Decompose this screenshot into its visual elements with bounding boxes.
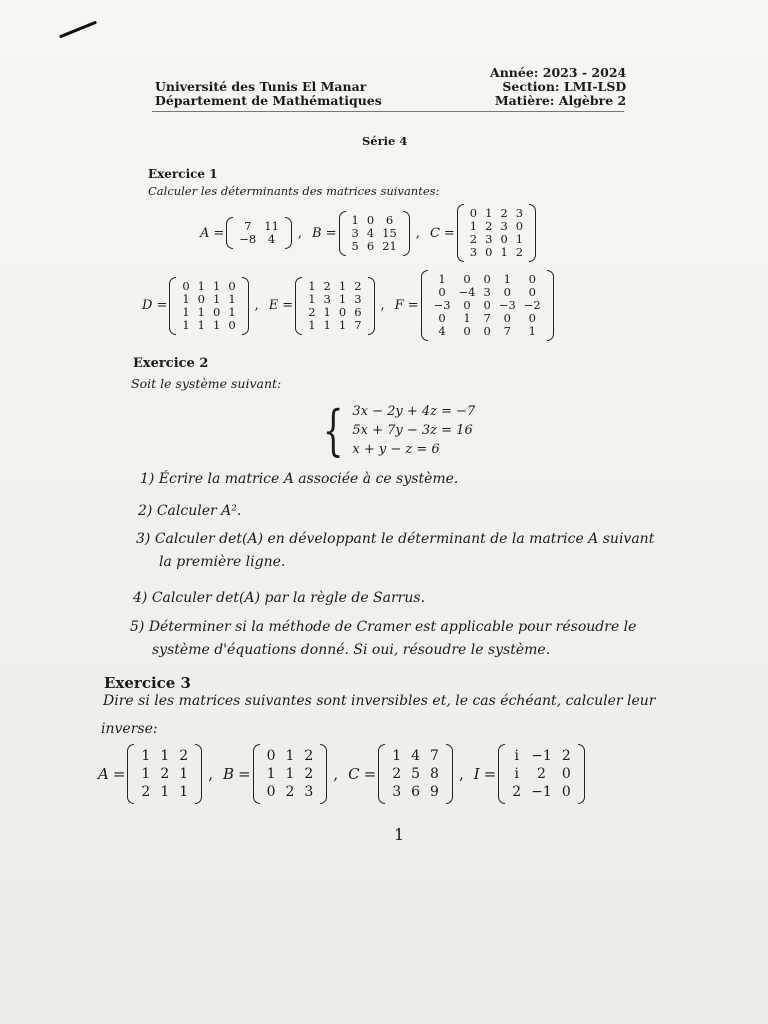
matrix-A bbox=[200, 217, 292, 249]
matrix-entry: 0 bbox=[528, 285, 536, 299]
matrix-entry: 1 bbox=[338, 291, 347, 306]
matrix-entry: 3 bbox=[304, 784, 314, 800]
comma: , bbox=[297, 225, 303, 241]
matrix-entry: 1 bbox=[308, 278, 316, 293]
matrix-E bbox=[269, 277, 375, 335]
matrix-label: F bbox=[394, 298, 404, 313]
matrix-entry: 2 bbox=[512, 784, 522, 800]
matrix-label: E bbox=[268, 298, 279, 313]
matrix-entry: 0 bbox=[228, 317, 236, 332]
header-rule bbox=[152, 111, 624, 112]
matrix-D bbox=[142, 277, 249, 335]
matrix-entry: 2 bbox=[469, 232, 478, 246]
question-4: 4) Calculer det(A) par la règle de Sarrus. bbox=[133, 590, 426, 606]
matrix-entry: 2 bbox=[392, 766, 402, 782]
matrix-entry: 2 bbox=[308, 304, 316, 319]
matrix-entry: 1 bbox=[182, 304, 190, 319]
matrix-C bbox=[430, 204, 536, 262]
matrix-entries bbox=[430, 273, 545, 338]
matrix-entry: 1 bbox=[228, 291, 236, 306]
matrix-entry: 0 bbox=[483, 324, 491, 338]
matrix-label: C bbox=[429, 225, 440, 241]
matrix-entry: −4 bbox=[458, 285, 476, 299]
matrix-entry: 0 bbox=[228, 278, 236, 293]
matrix-entry: 1 bbox=[338, 278, 347, 293]
matrix-entry: 4 bbox=[366, 225, 375, 240]
comma: , bbox=[254, 298, 259, 313]
matrix-entry: 5 bbox=[351, 238, 359, 253]
right-paren bbox=[368, 277, 375, 335]
matrix-entry: 2 bbox=[561, 748, 571, 764]
matrix-entry: 1 bbox=[160, 784, 170, 800]
matrix-entry: 2 bbox=[160, 766, 170, 782]
left-paren bbox=[295, 277, 302, 335]
left-paren bbox=[253, 744, 260, 804]
matrix-entries bbox=[348, 214, 401, 253]
matrix-label: B bbox=[312, 225, 322, 241]
matrix-entry: 4 bbox=[438, 324, 446, 338]
matrix-entry: 6 bbox=[385, 212, 394, 227]
matrix-entry: 2 bbox=[515, 245, 524, 259]
matrix-entry: 11 bbox=[264, 219, 279, 233]
comma: , bbox=[333, 765, 339, 783]
matrix-entry: 1 bbox=[469, 219, 478, 233]
equals-sign: = bbox=[213, 225, 225, 241]
equals-sign: = bbox=[325, 225, 337, 241]
matrix-entry: 0 bbox=[463, 324, 471, 338]
equation-1: 3x − 2y + 4z = −7 bbox=[352, 404, 476, 419]
matrix-label: B bbox=[222, 765, 234, 783]
matrix-entry: 0 bbox=[366, 212, 375, 227]
matrix-entry: 1 bbox=[285, 766, 295, 782]
matrix-entry: 1 bbox=[197, 278, 205, 293]
matrix-entry: 1 bbox=[213, 317, 221, 332]
matrix-entry: 1 bbox=[503, 272, 511, 286]
matrix-entry: −8 bbox=[239, 232, 257, 246]
university-name: Université des Tunis El Manar bbox=[155, 79, 367, 94]
matrix-entry: 1 bbox=[500, 245, 508, 259]
equals-sign: = bbox=[156, 298, 168, 313]
matrix-entry: 2 bbox=[179, 748, 189, 764]
matrix-entry: 1 bbox=[197, 317, 205, 332]
subject: Matière: Algèbre 2 bbox=[494, 93, 627, 108]
matrix-entry: 1 bbox=[463, 311, 471, 325]
matrix-entry: 3 bbox=[392, 784, 402, 800]
matrix-entries bbox=[304, 280, 365, 332]
header-left bbox=[155, 80, 382, 108]
matrix-entries bbox=[466, 207, 527, 259]
matrix-entry: 3 bbox=[483, 285, 491, 299]
matrix-entry: 7 bbox=[430, 748, 439, 764]
ex3-instruction: Dire si les matrices suivantes sont inversibles et, le cas échéant, calculer leur bbox=[103, 693, 656, 709]
matrix-entry: −3 bbox=[498, 298, 516, 312]
matrix-entry: 1 bbox=[285, 748, 295, 764]
matrix-entry: 0 bbox=[182, 278, 190, 293]
matrix-entries bbox=[235, 220, 283, 246]
matrix-C bbox=[348, 744, 453, 804]
matrix-entry: 6 bbox=[366, 238, 375, 253]
matrix-entry: 2 bbox=[141, 784, 151, 800]
matrix-B bbox=[223, 744, 327, 804]
matrix-entry: 1 bbox=[392, 748, 402, 764]
ex1-row2 bbox=[142, 270, 554, 341]
matrix-entry: 1 bbox=[266, 766, 276, 782]
right-paren bbox=[285, 217, 292, 249]
matrix-entry: 1 bbox=[182, 291, 190, 306]
matrix-entries bbox=[507, 747, 575, 801]
matrix-B bbox=[312, 211, 410, 256]
matrix-entry: −1 bbox=[531, 748, 552, 764]
question-3: 3) Calculer det(A) en développant le déterminant de la matrice A suivant bbox=[136, 531, 655, 547]
matrix-entry: 6 bbox=[411, 784, 421, 800]
right-paren bbox=[242, 277, 249, 335]
matrix-entry: 7 bbox=[244, 219, 252, 233]
matrix-entry: 0 bbox=[266, 748, 276, 764]
matrix-entry: 2 bbox=[285, 784, 295, 800]
matrix-entry: 0 bbox=[528, 311, 536, 325]
section: Section: LMI-LSD bbox=[502, 79, 627, 94]
matrix-entry: 6 bbox=[354, 304, 362, 319]
matrix-entry: −2 bbox=[523, 298, 541, 312]
equals-sign: = bbox=[238, 765, 251, 783]
header-right bbox=[490, 66, 626, 108]
matrix-entry: 0 bbox=[500, 232, 508, 246]
matrix-entry: 21 bbox=[382, 238, 397, 253]
matrix-entries bbox=[262, 747, 319, 801]
matrix-label: I bbox=[473, 765, 480, 783]
matrix-entry: 1 bbox=[438, 272, 446, 286]
matrix-entry: −1 bbox=[531, 784, 552, 800]
right-paren bbox=[195, 744, 202, 804]
matrix-entry: 0 bbox=[503, 285, 511, 299]
page-number: 1 bbox=[394, 825, 405, 844]
matrix-entry: 1 bbox=[141, 766, 151, 782]
matrix-entry: 1 bbox=[179, 766, 189, 782]
ex3-row bbox=[98, 744, 585, 804]
matrix-entry: 2 bbox=[323, 278, 331, 293]
matrix-entry: 2 bbox=[354, 278, 362, 293]
matrix-entry: 8 bbox=[430, 766, 439, 782]
matrix-label: C bbox=[348, 765, 360, 783]
matrix-entry: 1 bbox=[308, 291, 316, 306]
equals-sign: = bbox=[282, 298, 294, 313]
right-paren bbox=[578, 744, 585, 804]
matrix-entries bbox=[178, 280, 239, 332]
matrix-entry: 0 bbox=[485, 245, 493, 259]
left-paren bbox=[457, 204, 464, 262]
ex1-title: Exercice 1 bbox=[148, 167, 218, 181]
right-paren bbox=[403, 211, 410, 256]
matrix-entry: 1 bbox=[485, 206, 493, 220]
equation-2: 5x + 7y − 3z = 16 bbox=[352, 423, 473, 438]
academic-year: Année: 2023 - 2024 bbox=[490, 65, 627, 80]
matrix-entry: 0 bbox=[463, 298, 471, 312]
matrix-entry: 3 bbox=[500, 219, 508, 233]
matrix-entry: 1 bbox=[323, 317, 331, 332]
matrix-entry: 0 bbox=[213, 304, 221, 319]
left-paren bbox=[339, 211, 346, 256]
matrix-entry: 1 bbox=[308, 317, 316, 332]
matrix-entry: i bbox=[514, 748, 519, 764]
equation-system bbox=[316, 398, 476, 462]
right-paren bbox=[446, 744, 453, 804]
matrix-entry: 0 bbox=[438, 311, 446, 325]
matrix-entry: 15 bbox=[382, 225, 397, 240]
matrix-entry: 0 bbox=[483, 272, 491, 286]
matrix-entry: 3 bbox=[485, 232, 493, 246]
matrix-entries bbox=[136, 747, 193, 801]
matrix-entry: 2 bbox=[304, 748, 314, 764]
matrix-entry: 2 bbox=[500, 206, 508, 220]
equals-sign: = bbox=[363, 765, 377, 783]
matrix-entry: 2 bbox=[485, 219, 493, 233]
left-paren bbox=[378, 744, 385, 804]
matrix-entry: 3 bbox=[515, 206, 524, 220]
right-paren bbox=[547, 270, 554, 341]
matrix-entry: 0 bbox=[469, 206, 478, 220]
matrix-entry: 0 bbox=[503, 311, 511, 325]
matrix-label: D bbox=[142, 298, 153, 313]
series-title: Série 4 bbox=[362, 134, 408, 148]
ex2-title: Exercice 2 bbox=[133, 356, 209, 371]
matrix-entry: 1 bbox=[179, 784, 189, 800]
matrix-entry: 1 bbox=[351, 212, 359, 227]
matrix-entry: 7 bbox=[483, 311, 491, 325]
matrix-entry: 0 bbox=[266, 784, 276, 800]
matrix-A bbox=[98, 744, 202, 804]
equation-3: x + y − z = 6 bbox=[352, 442, 440, 457]
matrix-entry: 1 bbox=[182, 317, 190, 332]
matrix-entry: 0 bbox=[561, 766, 571, 782]
matrix-entry: 0 bbox=[561, 784, 571, 800]
left-brace: { bbox=[322, 398, 344, 462]
matrix-entry: 0 bbox=[197, 291, 205, 306]
matrix-label: A bbox=[98, 765, 109, 783]
equals-sign: = bbox=[407, 298, 419, 313]
matrix-entry: 1 bbox=[338, 317, 347, 332]
comma: , bbox=[380, 298, 385, 313]
question-1: 1) Écrire la matrice A associée à ce système. bbox=[140, 471, 459, 487]
matrix-entry: 0 bbox=[338, 304, 347, 319]
matrix-entry: 0 bbox=[528, 272, 536, 286]
right-paren bbox=[320, 744, 327, 804]
matrix-entry: 1 bbox=[528, 324, 536, 338]
matrix-entry: 1 bbox=[141, 748, 151, 764]
right-paren bbox=[529, 204, 536, 262]
matrix-entry: 3 bbox=[354, 291, 362, 306]
matrix-entry: 0 bbox=[515, 219, 524, 233]
matrix-entry: 1 bbox=[515, 232, 524, 246]
ex1-row1 bbox=[200, 204, 536, 262]
comma: , bbox=[208, 765, 213, 783]
matrix-F bbox=[395, 270, 554, 341]
ex2-instruction: Soit le système suivant: bbox=[131, 376, 282, 391]
matrix-entry: 7 bbox=[503, 324, 511, 338]
left-paren bbox=[498, 744, 505, 804]
matrix-entries bbox=[387, 747, 444, 801]
matrix-entry: 1 bbox=[160, 748, 170, 764]
comma: , bbox=[458, 765, 464, 783]
matrix-entry: 9 bbox=[430, 784, 439, 800]
matrix-entry: 4 bbox=[267, 232, 276, 246]
left-paren bbox=[226, 217, 233, 249]
left-paren bbox=[127, 744, 134, 804]
comma: , bbox=[415, 225, 420, 241]
matrix-entry: 1 bbox=[323, 304, 331, 319]
left-paren bbox=[421, 270, 428, 341]
matrix-entry: 3 bbox=[469, 245, 478, 259]
matrix-entry: 1 bbox=[197, 304, 205, 319]
matrix-entry: 5 bbox=[411, 766, 421, 782]
matrix-entry: 3 bbox=[351, 225, 359, 240]
question-2: 2) Calculer A². bbox=[138, 503, 242, 519]
equals-sign: = bbox=[112, 765, 126, 783]
department-name: Département de Mathématiques bbox=[155, 93, 382, 108]
question-5: 5) Déterminer si la méthode de Cramer est applicable pour résoudre le bbox=[130, 619, 637, 635]
equals-sign: = bbox=[443, 225, 455, 241]
matrix-entry: 0 bbox=[483, 298, 491, 312]
matrix-entry: 2 bbox=[537, 766, 546, 782]
ex3-title: Exercice 3 bbox=[104, 674, 191, 692]
matrix-entry: 1 bbox=[213, 291, 221, 306]
matrix-entry: i bbox=[514, 766, 519, 782]
matrix-entry: 0 bbox=[438, 285, 446, 299]
matrix-entry: 0 bbox=[463, 272, 471, 286]
matrix-entry: 4 bbox=[411, 748, 421, 764]
ex1-instruction: Calculer les déterminants des matrices suivantes: bbox=[148, 184, 440, 198]
matrix-entry: −3 bbox=[433, 298, 451, 312]
left-paren bbox=[169, 277, 176, 335]
matrix-entry: 7 bbox=[354, 317, 362, 332]
matrix-entry: 1 bbox=[213, 278, 221, 293]
ex3-instruction-cont: inverse: bbox=[101, 721, 158, 737]
matrix-entry: 3 bbox=[323, 291, 331, 306]
matrix-I bbox=[474, 744, 585, 804]
equals-sign: = bbox=[483, 765, 497, 783]
matrix-entry: 1 bbox=[228, 304, 236, 319]
question-3-cont: la première ligne. bbox=[159, 554, 286, 570]
pen-mark bbox=[59, 21, 97, 39]
question-5-cont: système d'équations donné. Si oui, résoudre le système. bbox=[152, 642, 551, 658]
matrix-label: A bbox=[200, 225, 210, 241]
matrix-entry: 2 bbox=[304, 766, 314, 782]
